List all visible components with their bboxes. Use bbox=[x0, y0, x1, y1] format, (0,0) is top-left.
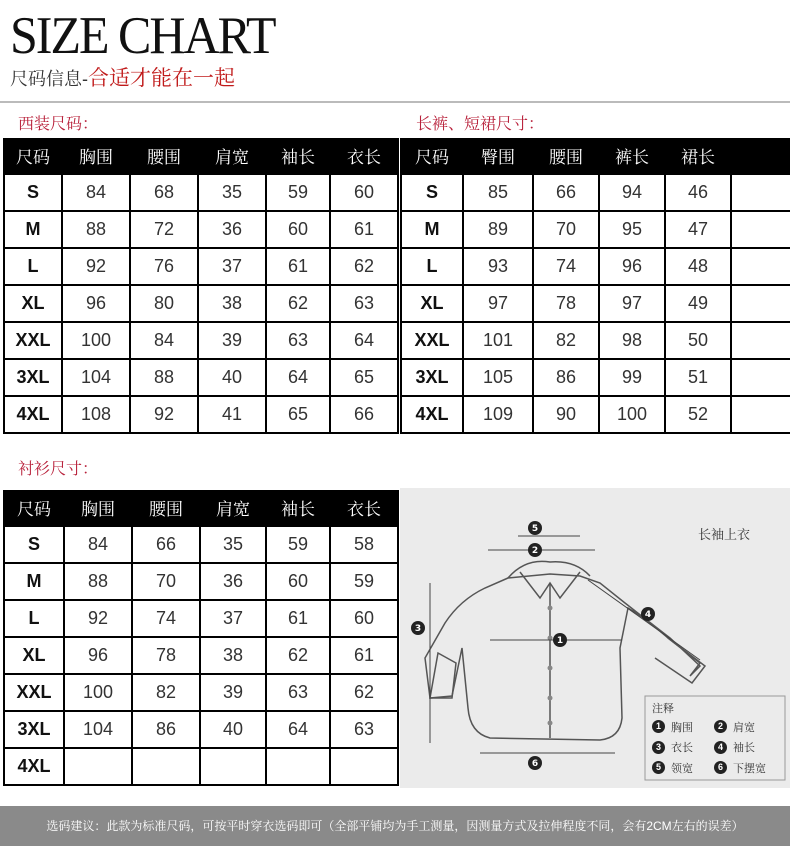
column-header: 裤长 bbox=[599, 138, 665, 174]
table-header-row bbox=[4, 490, 398, 526]
table-row bbox=[401, 285, 790, 322]
value-cell: 76 bbox=[130, 248, 198, 285]
table-row bbox=[401, 396, 790, 433]
value-cell: 40 bbox=[198, 359, 266, 396]
value-cell: 38 bbox=[200, 637, 266, 674]
value-cell: 108 bbox=[62, 396, 130, 433]
table-row bbox=[401, 322, 790, 359]
table-row bbox=[4, 248, 398, 285]
column-header: 尺码 bbox=[401, 138, 463, 174]
legend-number-icon: 5 bbox=[652, 761, 665, 774]
value-cell: 84 bbox=[64, 526, 132, 563]
value-cell bbox=[330, 748, 398, 785]
value-cell: 88 bbox=[62, 211, 130, 248]
value-cell: 63 bbox=[266, 322, 330, 359]
value-cell: 50 bbox=[665, 322, 731, 359]
value-cell: 100 bbox=[64, 674, 132, 711]
shirt-measurement-diagram bbox=[400, 488, 790, 788]
suit-size-table bbox=[3, 138, 399, 434]
table-header-row bbox=[4, 138, 398, 174]
legend-item bbox=[714, 717, 776, 737]
value-cell: 78 bbox=[533, 285, 599, 322]
column-header: 袖长 bbox=[266, 490, 330, 526]
value-cell bbox=[64, 748, 132, 785]
value-cell: 59 bbox=[266, 526, 330, 563]
column-header: 腰围 bbox=[130, 138, 198, 174]
value-cell: 92 bbox=[130, 396, 198, 433]
value-cell: 36 bbox=[198, 211, 266, 248]
value-cell: 64 bbox=[266, 711, 330, 748]
value-cell: 95 bbox=[599, 211, 665, 248]
value-cell: 36 bbox=[200, 563, 266, 600]
value-cell: 72 bbox=[130, 211, 198, 248]
size-cell: 4XL bbox=[4, 396, 62, 433]
column-header: 肩宽 bbox=[198, 138, 266, 174]
value-cell: 93 bbox=[463, 248, 533, 285]
value-cell: 101 bbox=[463, 322, 533, 359]
value-cell: 51 bbox=[665, 359, 731, 396]
value-cell: 39 bbox=[198, 322, 266, 359]
legend-label: 袖长 bbox=[733, 742, 755, 754]
value-cell: 65 bbox=[330, 359, 398, 396]
value-cell: 64 bbox=[266, 359, 330, 396]
value-cell: 96 bbox=[599, 248, 665, 285]
value-cell: 40 bbox=[200, 711, 266, 748]
value-cell: 39 bbox=[200, 674, 266, 711]
value-cell: 66 bbox=[132, 526, 200, 563]
value-cell bbox=[731, 359, 790, 396]
value-cell: 46 bbox=[665, 174, 731, 211]
value-cell: 60 bbox=[266, 563, 330, 600]
value-cell: 80 bbox=[130, 285, 198, 322]
value-cell: 47 bbox=[665, 211, 731, 248]
legend-number-icon: 6 bbox=[714, 761, 727, 774]
value-cell: 78 bbox=[132, 637, 200, 674]
value-cell: 65 bbox=[266, 396, 330, 433]
value-cell: 59 bbox=[266, 174, 330, 211]
value-cell: 37 bbox=[198, 248, 266, 285]
column-header: 尺码 bbox=[4, 490, 64, 526]
value-cell: 62 bbox=[330, 674, 398, 711]
table-row bbox=[401, 211, 790, 248]
value-cell: 104 bbox=[62, 359, 130, 396]
table-row bbox=[4, 174, 398, 211]
pants-section-label: 长裤、短裙尺寸： bbox=[416, 116, 545, 133]
size-cell: 3XL bbox=[401, 359, 463, 396]
legend-item bbox=[652, 758, 714, 778]
size-cell: S bbox=[4, 526, 64, 563]
table-row bbox=[4, 600, 398, 637]
value-cell bbox=[731, 396, 790, 433]
shirt-section-label: 衬衫尺寸： bbox=[18, 461, 99, 478]
value-cell: 92 bbox=[64, 600, 132, 637]
size-cell: 4XL bbox=[4, 748, 64, 785]
value-cell bbox=[266, 748, 330, 785]
value-cell: 84 bbox=[130, 322, 198, 359]
shirt-size-table bbox=[3, 490, 399, 786]
size-cell: M bbox=[401, 211, 463, 248]
column-header: 衣长 bbox=[330, 138, 398, 174]
value-cell: 62 bbox=[330, 248, 398, 285]
value-cell: 60 bbox=[330, 174, 398, 211]
measurement-legend bbox=[652, 716, 782, 778]
size-cell: 3XL bbox=[4, 359, 62, 396]
subtitle-accent: 合适才能在一起 bbox=[88, 67, 235, 90]
column-header: 裙长 bbox=[665, 138, 731, 174]
size-cell: XL bbox=[401, 285, 463, 322]
value-cell: 48 bbox=[665, 248, 731, 285]
value-cell bbox=[731, 248, 790, 285]
value-cell: 97 bbox=[599, 285, 665, 322]
legend-label: 衣长 bbox=[671, 742, 693, 754]
value-cell bbox=[731, 211, 790, 248]
svg-text:3: 3 bbox=[414, 624, 422, 634]
size-cell: S bbox=[401, 174, 463, 211]
value-cell: 100 bbox=[62, 322, 130, 359]
legend-label: 领宽 bbox=[671, 762, 693, 775]
svg-text:5: 5 bbox=[531, 524, 539, 534]
value-cell: 49 bbox=[665, 285, 731, 322]
value-cell: 90 bbox=[533, 396, 599, 433]
page-title: SIZE CHART bbox=[10, 5, 275, 65]
header-divider bbox=[0, 101, 790, 103]
value-cell: 94 bbox=[599, 174, 665, 211]
column-header: 袖长 bbox=[266, 138, 330, 174]
legend-label: 胸围 bbox=[671, 721, 693, 734]
table-row bbox=[4, 674, 398, 711]
column-header: 臀围 bbox=[463, 138, 533, 174]
size-cell: XL bbox=[4, 285, 62, 322]
value-cell: 58 bbox=[330, 526, 398, 563]
table-row bbox=[4, 396, 398, 433]
value-cell: 86 bbox=[132, 711, 200, 748]
column-header: 腰围 bbox=[533, 138, 599, 174]
value-cell: 64 bbox=[330, 322, 398, 359]
page-subtitle bbox=[10, 62, 235, 92]
size-cell: 3XL bbox=[4, 711, 64, 748]
value-cell: 61 bbox=[330, 211, 398, 248]
value-cell bbox=[731, 174, 790, 211]
value-cell: 59 bbox=[330, 563, 398, 600]
value-cell: 86 bbox=[533, 359, 599, 396]
pants-size-table bbox=[400, 138, 790, 434]
size-cell: S bbox=[4, 174, 62, 211]
value-cell: 97 bbox=[463, 285, 533, 322]
value-cell: 68 bbox=[130, 174, 198, 211]
value-cell: 41 bbox=[198, 396, 266, 433]
value-cell bbox=[731, 322, 790, 359]
table-row bbox=[4, 285, 398, 322]
value-cell: 70 bbox=[533, 211, 599, 248]
value-cell: 35 bbox=[200, 526, 266, 563]
size-cell: 4XL bbox=[401, 396, 463, 433]
svg-text:6: 6 bbox=[531, 759, 539, 769]
value-cell: 92 bbox=[62, 248, 130, 285]
table-row bbox=[4, 526, 398, 563]
value-cell: 98 bbox=[599, 322, 665, 359]
value-cell: 89 bbox=[463, 211, 533, 248]
value-cell: 88 bbox=[130, 359, 198, 396]
value-cell: 63 bbox=[330, 711, 398, 748]
value-cell: 74 bbox=[132, 600, 200, 637]
value-cell: 70 bbox=[132, 563, 200, 600]
table-row bbox=[4, 359, 398, 396]
table-row bbox=[4, 637, 398, 674]
table-row bbox=[4, 211, 398, 248]
value-cell: 82 bbox=[533, 322, 599, 359]
legend-number-icon: 2 bbox=[714, 720, 727, 733]
table-row bbox=[401, 174, 790, 211]
svg-text:1: 1 bbox=[556, 636, 564, 646]
value-cell: 105 bbox=[463, 359, 533, 396]
table-row bbox=[4, 748, 398, 785]
legend-number-icon: 3 bbox=[652, 741, 665, 754]
value-cell: 60 bbox=[330, 600, 398, 637]
garment-type-label: 长袖上衣 bbox=[698, 527, 751, 542]
svg-text:2: 2 bbox=[531, 546, 539, 556]
size-cell: M bbox=[4, 563, 64, 600]
subtitle-prefix: 尺码信息- bbox=[10, 69, 88, 89]
size-cell: L bbox=[4, 248, 62, 285]
value-cell bbox=[200, 748, 266, 785]
legend-number-icon: 1 bbox=[652, 720, 665, 733]
value-cell: 96 bbox=[62, 285, 130, 322]
size-cell: XXL bbox=[401, 322, 463, 359]
footer-note: 选码建议：此款为标准尺码，可按平时穿衣选码即可（全部平铺均为手工测量，因测量方式及拉伸程度不同，会有2CM左右的误差） bbox=[0, 806, 790, 846]
size-cell: XXL bbox=[4, 674, 64, 711]
size-cell: M bbox=[4, 211, 62, 248]
legend-item bbox=[714, 758, 776, 778]
legend-title: 注释 bbox=[652, 703, 674, 715]
value-cell: 88 bbox=[64, 563, 132, 600]
value-cell: 109 bbox=[463, 396, 533, 433]
value-cell bbox=[731, 285, 790, 322]
value-cell: 38 bbox=[198, 285, 266, 322]
value-cell: 66 bbox=[330, 396, 398, 433]
value-cell: 66 bbox=[533, 174, 599, 211]
value-cell: 82 bbox=[132, 674, 200, 711]
value-cell: 99 bbox=[599, 359, 665, 396]
value-cell: 60 bbox=[266, 211, 330, 248]
column-header: 尺码 bbox=[4, 138, 62, 174]
value-cell: 61 bbox=[266, 600, 330, 637]
value-cell: 62 bbox=[266, 637, 330, 674]
size-cell: L bbox=[401, 248, 463, 285]
suit-section-label: 西装尺码： bbox=[18, 116, 99, 133]
value-cell: 104 bbox=[64, 711, 132, 748]
table-row bbox=[401, 248, 790, 285]
table-row bbox=[4, 711, 398, 748]
value-cell: 61 bbox=[266, 248, 330, 285]
column-header: 胸围 bbox=[64, 490, 132, 526]
legend-label: 肩宽 bbox=[733, 721, 755, 734]
value-cell: 84 bbox=[62, 174, 130, 211]
column-header bbox=[731, 138, 790, 174]
value-cell: 61 bbox=[330, 637, 398, 674]
column-header: 腰围 bbox=[132, 490, 200, 526]
value-cell: 63 bbox=[266, 674, 330, 711]
column-header: 肩宽 bbox=[200, 490, 266, 526]
legend-item bbox=[652, 737, 714, 757]
value-cell: 37 bbox=[200, 600, 266, 637]
value-cell bbox=[132, 748, 200, 785]
legend-item bbox=[714, 737, 776, 757]
table-header-row bbox=[401, 138, 790, 174]
legend-label: 下摆宽 bbox=[733, 762, 766, 775]
legend-number-icon: 4 bbox=[714, 741, 727, 754]
size-cell: L bbox=[4, 600, 64, 637]
value-cell: 62 bbox=[266, 285, 330, 322]
value-cell: 85 bbox=[463, 174, 533, 211]
column-header: 胸围 bbox=[62, 138, 130, 174]
column-header: 衣长 bbox=[330, 490, 398, 526]
value-cell: 74 bbox=[533, 248, 599, 285]
value-cell: 63 bbox=[330, 285, 398, 322]
size-cell: XXL bbox=[4, 322, 62, 359]
value-cell: 100 bbox=[599, 396, 665, 433]
table-row bbox=[4, 322, 398, 359]
table-row bbox=[401, 359, 790, 396]
svg-text:4: 4 bbox=[644, 610, 652, 620]
table-row bbox=[4, 563, 398, 600]
value-cell: 35 bbox=[198, 174, 266, 211]
size-cell: XL bbox=[4, 637, 64, 674]
value-cell: 96 bbox=[64, 637, 132, 674]
legend-item bbox=[652, 717, 714, 737]
value-cell: 52 bbox=[665, 396, 731, 433]
